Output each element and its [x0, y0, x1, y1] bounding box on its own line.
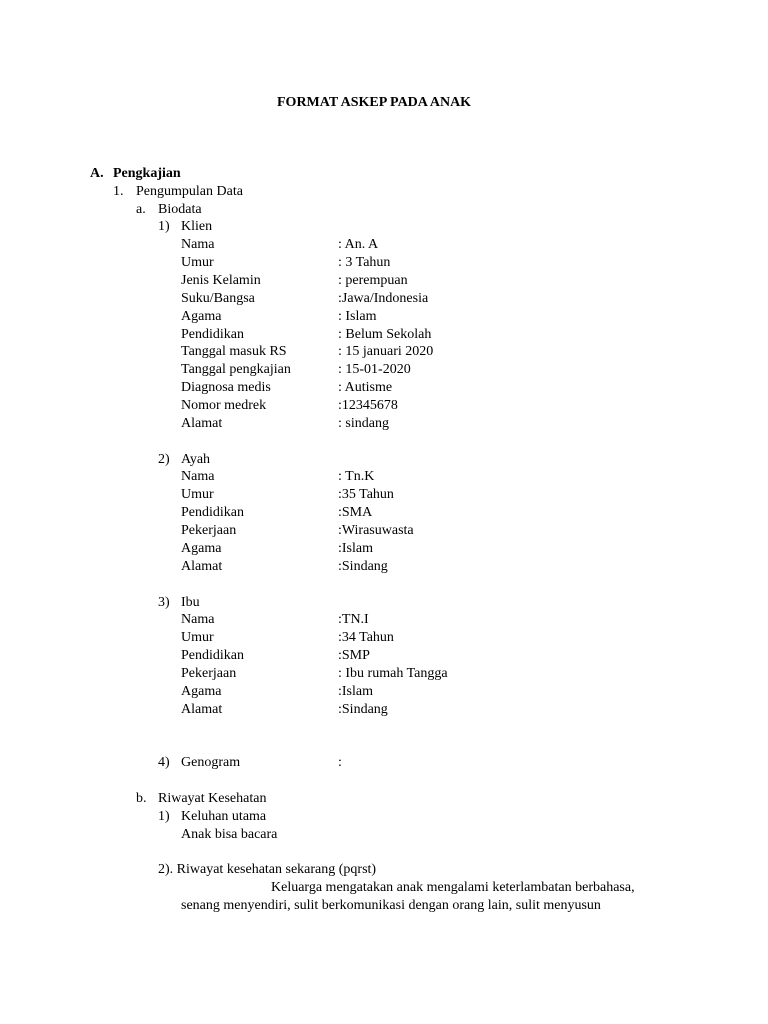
riwayat-sekarang-heading: 2). Riwayat kesehatan sekarang (pqrst) — [158, 862, 377, 877]
ibu-row-label: Umur — [181, 630, 214, 645]
ibu-row-label: Pekerjaan — [181, 666, 237, 681]
klien-row-label: Diagnosa medis — [181, 380, 271, 395]
riwayat-sekarang-line: senang menyendiri, sulit berkomunikasi dengan orang lain, sulit menyusun — [181, 898, 601, 913]
klien-row-label: Alamat — [181, 416, 223, 431]
item-1-marker: 1. — [113, 184, 124, 199]
section-a-marker: A. — [90, 166, 104, 181]
ibu-heading: Ibu — [181, 595, 200, 610]
riwayat-sekarang-line: Keluarga mengatakan anak mengalami keterlambatan berbahasa, — [271, 880, 635, 895]
klien-marker: 1) — [158, 219, 170, 234]
klien-row-label: Jenis Kelamin — [181, 273, 261, 288]
ibu-row-value: :Islam — [338, 684, 373, 699]
klien-row-value: : 15 januari 2020 — [338, 344, 434, 359]
ayah-row-value: :Wirasuwasta — [338, 523, 414, 538]
ayah-row-label: Alamat — [181, 559, 223, 574]
section-a-heading: Pengkajian — [113, 166, 181, 181]
ayah-row-label: Umur — [181, 487, 214, 502]
ayah-row-label: Pendidikan — [181, 505, 244, 520]
klien-row-value: : perempuan — [338, 273, 408, 288]
document-title: FORMAT ASKEP PADA ANAK — [277, 95, 472, 110]
klien-row-value: : An. A — [338, 237, 379, 252]
klien-row-label: Agama — [181, 309, 222, 324]
klien-row-label: Tanggal masuk RS — [181, 344, 287, 359]
item-1-label: Pengumpulan Data — [136, 184, 243, 199]
klien-row-label: Nomor medrek — [181, 398, 267, 413]
klien-row-label: Pendidikan — [181, 327, 244, 342]
ibu-row-value: :Sindang — [338, 702, 388, 717]
genogram-value: : — [338, 755, 342, 770]
klien-row-value: : Autisme — [338, 380, 393, 395]
ibu-row-value: :TN.I — [338, 612, 369, 627]
klien-row-value: : 3 Tahun — [338, 255, 391, 270]
ibu-row-value: :SMP — [338, 648, 370, 663]
ayah-row-value: :Sindang — [338, 559, 388, 574]
klien-heading: Klien — [181, 219, 213, 234]
ibu-row-label: Pendidikan — [181, 648, 244, 663]
item-b-label: Riwayat Kesehatan — [158, 791, 267, 806]
klien-row-value: :12345678 — [338, 398, 398, 413]
ibu-row-value: : Ibu rumah Tangga — [338, 666, 448, 681]
item-b-marker: b. — [136, 791, 147, 806]
klien-row-value: : Islam — [338, 309, 377, 324]
keluhan-heading: Keluhan utama — [181, 809, 267, 824]
ibu-row-label: Nama — [181, 612, 215, 627]
keluhan-text: Anak bisa bacara — [181, 827, 278, 842]
item-a-label: Biodata — [158, 202, 202, 217]
ayah-heading: Ayah — [181, 452, 211, 467]
ibu-row-label: Agama — [181, 684, 222, 699]
ibu-row-label: Alamat — [181, 702, 223, 717]
ayah-row-value: :Islam — [338, 541, 373, 556]
ayah-row-value: :35 Tahun — [338, 487, 394, 502]
ayah-row-label: Agama — [181, 541, 222, 556]
klien-row-value: :Jawa/Indonesia — [338, 291, 429, 306]
klien-row-value: : 15-01-2020 — [338, 362, 411, 377]
klien-row-value: : sindang — [338, 416, 389, 431]
klien-row-label: Suku/Bangsa — [181, 291, 255, 306]
ibu-row-value: :34 Tahun — [338, 630, 394, 645]
klien-row-value: : Belum Sekolah — [338, 327, 432, 342]
ayah-row-value: :SMA — [338, 505, 373, 520]
klien-row-label: Tanggal pengkajian — [181, 362, 291, 377]
genogram-marker: 4) — [158, 755, 170, 770]
ayah-row-label: Nama — [181, 469, 215, 484]
klien-row-label: Nama — [181, 237, 215, 252]
ibu-marker: 3) — [158, 595, 170, 610]
keluhan-marker: 1) — [158, 809, 170, 824]
genogram-label: Genogram — [181, 755, 241, 770]
item-a-marker: a. — [136, 202, 146, 217]
ayah-row-value: : Tn.K — [338, 469, 375, 484]
klien-row-label: Umur — [181, 255, 214, 270]
ayah-marker: 2) — [158, 452, 170, 467]
ayah-row-label: Pekerjaan — [181, 523, 237, 538]
